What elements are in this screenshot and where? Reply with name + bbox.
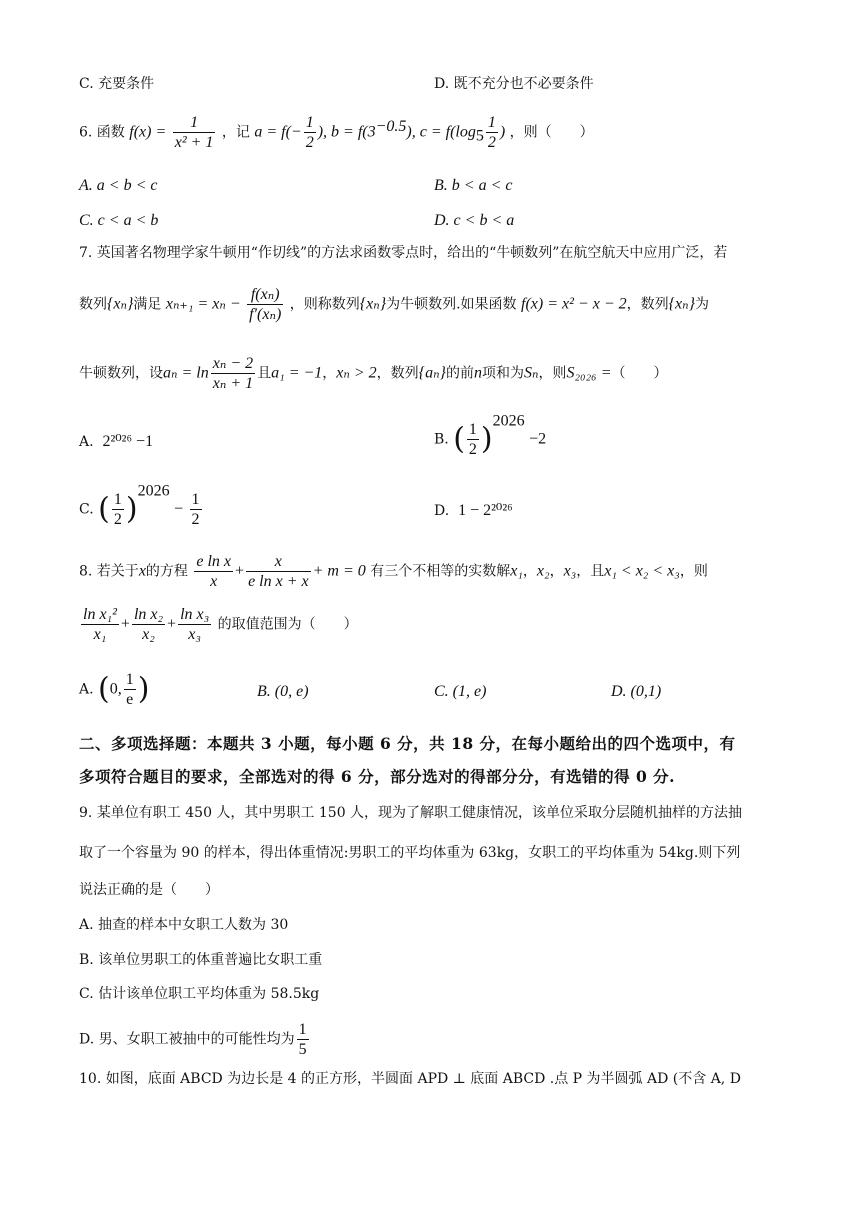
option-label: C. [79, 501, 94, 518]
frac-num: ln x₂ [132, 605, 165, 625]
frac-num: 1 [124, 670, 136, 690]
q7-log-den: xₙ + 1 [212, 375, 254, 393]
q9-option-d [79, 1020, 311, 1059]
frac-den: x [210, 573, 218, 591]
q6-option-c: C. c < a < b [79, 212, 159, 229]
q9-option-a: A. 抽查的样本中女职工人数为 30 [79, 917, 289, 933]
option-label: A. [79, 434, 94, 450]
option-label: D. [434, 503, 450, 519]
section-heading-line-1: 二、多项选择题：本题共 3 小题，每小题 6 分，共 18 分，在每小题给出的四个选项中，有 [79, 734, 736, 753]
q6-stem [79, 113, 594, 152]
option-label: B. [434, 431, 449, 448]
q8-text: 有三个不相等的实数解 [370, 563, 511, 580]
q9-line-1: 9. 某单位有职工 450 人，其中男职工 150 人，现为了解职工健康情况，该单位采取分层随机抽样的方法抽 [79, 805, 743, 821]
q5-option-d: D. 既不充分也不必要条件 [434, 76, 594, 92]
q8-x2: x₂ [536, 562, 550, 580]
q9-option-d-text: D. 男、女职工被抽中的可能性均为 [79, 1031, 295, 1048]
q7-seq: {xₙ} [668, 295, 695, 313]
q7-seq: {xₙ} [359, 295, 387, 313]
q6-option-a: A. a < b < c [79, 177, 158, 194]
half-num: 1 [304, 113, 316, 133]
q8-inequality: x₁ < x₂ < x₃ [604, 562, 680, 580]
half [190, 490, 202, 529]
q8-eq: + m = 0 [312, 562, 366, 580]
q7-option-c [79, 482, 204, 529]
q7-seq: {xₙ} [107, 295, 134, 313]
q8-text: ，则 [679, 563, 708, 580]
q7-option-a [79, 434, 153, 450]
left-paren: ( [98, 491, 110, 527]
q7-newton-fraction [247, 285, 283, 324]
right-paren: ) [125, 491, 138, 527]
q9-fraction [297, 1020, 309, 1059]
q6-def-c: ), c = f(log [406, 123, 476, 141]
left-paren: ( [453, 421, 465, 457]
q6-prefix: 6. 函数 [79, 124, 125, 141]
q8-text: 的方程 [145, 563, 188, 580]
q8-term-2 [132, 605, 165, 644]
q7-text: 为牛顿数列.如果函数 [386, 296, 517, 313]
q6-function-lhs: f(x) = [129, 123, 167, 141]
frac-den: x₁ [93, 626, 107, 644]
plus: + [120, 615, 130, 633]
q7-line-2 [79, 285, 709, 324]
q6-suffix: ，则（ ） [509, 124, 594, 141]
q8-line-2 [79, 605, 358, 644]
q8-option-b: B. (0, e) [257, 683, 309, 700]
half-den: 2 [191, 511, 200, 529]
q8-option-d: D. (0,1) [611, 683, 662, 700]
q6-option-b: B. b < a < c [434, 177, 513, 194]
frac-den: 5 [298, 1041, 307, 1059]
q6-option-d: D. c < b < a [434, 212, 515, 229]
half-num: 1 [467, 420, 479, 440]
q7-log-fraction [211, 354, 255, 393]
q9-line-2: 取了一个容量为 90 的样本，得出体重情况:男职工的平均体重为 63kg，女职工的平均体重为 54kg.则下列 [79, 845, 741, 861]
half-den: 2 [468, 441, 477, 459]
q6-log-base: 5 [475, 127, 484, 145]
left-paren: ( [98, 671, 110, 707]
q7-function: f(x) = x² − x − 2 [521, 295, 627, 313]
plus: + [235, 562, 245, 580]
q8-fraction-1 [194, 552, 233, 591]
exponent: 2026 [137, 482, 170, 500]
q7-option-b-tail: −2 [529, 430, 547, 448]
q7-text: 项和为 [481, 365, 524, 382]
q7-log-num: xₙ − 2 [211, 354, 255, 374]
q8-x3: x₃ [563, 562, 577, 580]
comma: ， [522, 563, 537, 580]
section-heading-line-2: 多项符合题目的要求，全部选对的得 6 分，部分选对的得部分分，有选错的得 0 分. [79, 767, 676, 786]
q7-sn: Sₙ [523, 364, 539, 382]
q8-x1: x₁ [510, 562, 523, 580]
q7-text: ，数列 [626, 296, 669, 313]
frac-den: x₂ [142, 626, 155, 644]
q5-option-c: C. 充要条件 [79, 76, 155, 92]
q7-newton-lhs: xₙ₊₁ = xₙ − [165, 295, 241, 313]
q6-half-1 [304, 113, 316, 152]
q8-text: 8. 若关于 [79, 563, 139, 580]
q7-text: 的前 [445, 365, 474, 382]
q7-text: ，数列 [376, 365, 419, 382]
frac-num: ln x₃ [178, 605, 211, 625]
right-paren: ) [480, 421, 493, 457]
frac-den: e [126, 691, 134, 709]
exponent: 2026 [492, 412, 525, 430]
right-paren: ) [137, 671, 150, 707]
q8-term-1 [81, 605, 119, 644]
q7-text: 且 [257, 365, 272, 382]
q7-paren: （ ） [611, 365, 668, 382]
half-num: 1 [190, 490, 202, 510]
q9-option-c: C. 估计该单位职工平均体重为 58.5kg [79, 986, 320, 1002]
q7-text: 为 [695, 296, 709, 313]
q8-option-a [79, 670, 149, 709]
q6-def-end: ) [499, 123, 506, 141]
half-den: 2 [113, 511, 122, 529]
frac-den: e ln x + x [248, 573, 309, 591]
q7-option-b [434, 412, 547, 459]
q7-newton-den: f′(xₙ) [249, 306, 282, 324]
zero: 0, [109, 680, 122, 698]
frac-num: 1 [297, 1020, 309, 1040]
q8-text: 的取值范围为（ ） [217, 616, 358, 633]
q7-text: ，则 [538, 365, 567, 382]
option-label: A. [79, 681, 94, 698]
half-num: 1 [486, 113, 498, 133]
half-den: 2 [305, 134, 314, 152]
q7-xn: xₙ > 2 [336, 364, 377, 382]
half [112, 490, 124, 529]
q6-exponent: −0.5 [375, 118, 407, 136]
q9-option-b: B. 该单位男职工的体重普遍比女职工重 [79, 952, 323, 968]
q7-an: aₙ = ln [163, 364, 209, 382]
q6-def-b: ), b = f(3 [317, 123, 376, 141]
q7-option-d-expr: 1 − 2²⁰²⁶ [458, 502, 513, 519]
q7-text: 满足 [133, 296, 162, 313]
q6-note: ，记 [221, 124, 250, 141]
frac-num: x [246, 552, 311, 572]
q7-s2026: S₂₀₂₆ = [566, 364, 612, 382]
q6-fraction-den: x² + 1 [174, 134, 214, 152]
q7-line-3 [79, 354, 667, 393]
q6-def-a: a = f(− [254, 123, 302, 141]
q9-line-3: 说法正确的是（ ） [79, 882, 219, 898]
comma: ， [549, 563, 564, 580]
q8-line-1 [79, 552, 708, 591]
q7-a1: a₁ = −1 [271, 364, 323, 382]
half [467, 420, 479, 459]
q7-option-a-expr: 2²⁰²⁶ −1 [102, 433, 154, 450]
q7-n: n [473, 364, 482, 382]
q7-option-d [434, 503, 513, 519]
q7-text: ， [322, 365, 337, 382]
frac-num: ln x₁² [81, 605, 119, 625]
q6-fraction [173, 113, 216, 152]
q7-text: ，则称数列 [289, 296, 360, 313]
q7-text: 数列 [79, 296, 107, 313]
q8-text: ，且 [576, 563, 605, 580]
q8-option-c: C. (1, e) [434, 683, 487, 700]
q7-text: 牛顿数列，设 [79, 365, 163, 382]
q7-option-c-minus: − [174, 500, 184, 518]
q8-fraction-2 [246, 552, 311, 591]
frac-den: x₃ [188, 626, 201, 644]
half-num: 1 [112, 490, 124, 510]
q6-fraction-num: 1 [173, 113, 216, 133]
q8-term-3 [178, 605, 211, 644]
q6-half-2 [486, 113, 498, 152]
q7-seq-a: {aₙ} [418, 364, 446, 382]
q8-x: x [138, 562, 146, 580]
q7-line-1: 7. 英国著名物理学家牛顿用“作切线”的方法求函数零点时，给出的“牛顿数列”在航空航天中应用广泛，若 [79, 245, 728, 261]
q10-line-1: 10. 如图，底面 ABCD 为边长是 4 的正方形，半圆面 APD ⊥ 底面 ABCD .点 P 为半圆弧 AD (不含 A, D [79, 1071, 741, 1087]
q7-newton-num: f(xₙ) [247, 285, 283, 305]
half-den: 2 [487, 134, 496, 152]
plus: + [167, 615, 177, 633]
frac-num: e ln x [194, 552, 233, 572]
one-over-e [124, 670, 136, 709]
